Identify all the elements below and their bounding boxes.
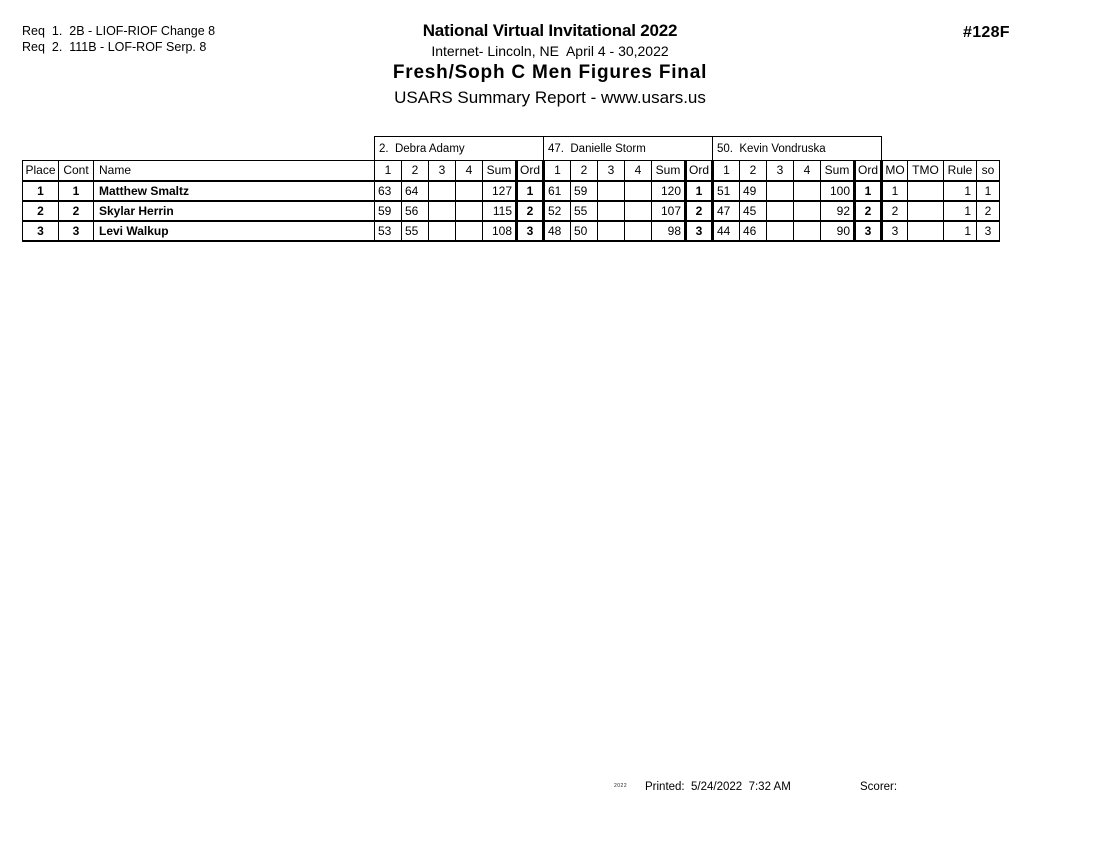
judge-2-figure-3-cell	[598, 221, 625, 241]
judge-3-figure-1-cell: 44	[713, 221, 740, 241]
column-header-row	[23, 161, 1000, 181]
judge-2-figure-2-cell: 55	[571, 201, 598, 221]
rule-cell: 1	[944, 201, 977, 221]
judge-2-figure-3-cell	[598, 201, 625, 221]
skater-name-cell: Levi Walkup	[94, 221, 375, 241]
judge-3-sum-cell: 92	[821, 201, 855, 221]
results-body	[23, 181, 1000, 241]
judge-1-sum-cell: 127	[483, 181, 517, 201]
judge-3-figure-2-cell: 45	[740, 201, 767, 221]
col-header-j1-f2: 2	[402, 161, 429, 181]
table-row	[23, 201, 1000, 221]
printed-value: 5/24/2022 7:32 AM	[684, 781, 791, 793]
judge-3-figure-4-cell	[794, 181, 821, 201]
tmo-cell	[908, 221, 944, 241]
judge-2-figure-2-cell: 50	[571, 221, 598, 241]
col-header-j1-f3: 3	[429, 161, 456, 181]
rule-cell: 1	[944, 181, 977, 201]
judge-1-figure-4-cell	[456, 181, 483, 201]
judge-2-figure-2-cell: 59	[571, 181, 598, 201]
judge-3-sum-cell: 90	[821, 221, 855, 241]
skater-name-cell: Skylar Herrin	[94, 201, 375, 221]
col-header-j1-sum: Sum	[483, 161, 517, 181]
judge-3-figure-3-cell	[767, 221, 794, 241]
results-table	[22, 136, 1000, 242]
judge-3-figure-3-cell	[767, 181, 794, 201]
report-header	[0, 20, 1100, 109]
col-header-j3-sum: Sum	[821, 161, 855, 181]
col-header-j2-f3: 3	[598, 161, 625, 181]
judge-3-name: 50. Kevin Vondruska	[713, 137, 882, 161]
judge-3-figure-2-cell: 49	[740, 181, 767, 201]
place-cell: 2	[23, 201, 59, 221]
judge-3-figure-2-cell: 46	[740, 221, 767, 241]
printed-label: Printed:	[645, 781, 685, 793]
cont-cell: 1	[59, 181, 94, 201]
judge-2-figure-1-cell: 48	[544, 221, 571, 241]
judge-2-name: 47. Danielle Storm	[544, 137, 713, 161]
judge-3-figure-4-cell	[794, 221, 821, 241]
judge-1-figure-3-cell	[429, 181, 456, 201]
cont-cell: 3	[59, 221, 94, 241]
col-header-j2-f1: 1	[544, 161, 571, 181]
judges-row-spacer-left	[23, 137, 375, 161]
col-header-mo: MO	[882, 161, 908, 181]
judge-2-figure-3-cell	[598, 181, 625, 201]
judge-3-figure-1-cell: 47	[713, 201, 740, 221]
judge-3-sum-cell: 100	[821, 181, 855, 201]
so-cell: 1	[977, 181, 1000, 201]
col-header-rule: Rule	[944, 161, 977, 181]
footer-version-text: 2022	[614, 783, 628, 789]
mo-cell: 1	[882, 181, 908, 201]
col-header-j2-ord: Ord	[686, 161, 713, 181]
judges-row	[23, 137, 1000, 161]
col-header-j1-f4: 4	[456, 161, 483, 181]
division-event-title: Fresh/Soph C Men Figures Final	[392, 62, 708, 83]
col-header-j3-f3: 3	[767, 161, 794, 181]
judge-2-figure-1-cell: 61	[544, 181, 571, 201]
judge-1-figure-2-cell: 56	[402, 201, 429, 221]
table-row	[23, 181, 1000, 201]
judge-2-sum-cell: 120	[652, 181, 686, 201]
judge-1-figure-3-cell	[429, 221, 456, 241]
report-type-line: USARS Summary Report - www.usars.us	[394, 88, 706, 107]
judge-1-ord-cell: 1	[517, 181, 544, 201]
judge-1-sum-cell: 108	[483, 221, 517, 241]
judge-2-ord-cell: 2	[686, 201, 713, 221]
col-header-j1-f1: 1	[375, 161, 402, 181]
judge-2-figure-4-cell	[625, 201, 652, 221]
col-header-j2-f2: 2	[571, 161, 598, 181]
judges-row-spacer-right	[882, 137, 1000, 161]
tmo-cell	[908, 181, 944, 201]
col-header-name: Name	[94, 161, 375, 181]
judge-1-figure-2-cell: 64	[402, 181, 429, 201]
judge-1-figure-4-cell	[456, 201, 483, 221]
judge-3-figure-1-cell: 51	[713, 181, 740, 201]
col-header-j1-ord: Ord	[517, 161, 544, 181]
col-header-j3-f2: 2	[740, 161, 767, 181]
cont-cell: 2	[59, 201, 94, 221]
printed-timestamp	[645, 781, 791, 793]
judge-1-sum-cell: 115	[483, 201, 517, 221]
col-header-place: Place	[23, 161, 59, 181]
judge-1-figure-4-cell	[456, 221, 483, 241]
col-header-j3-f1: 1	[713, 161, 740, 181]
table-row	[23, 221, 1000, 241]
col-header-j2-f4: 4	[625, 161, 652, 181]
col-header-j3-f4: 4	[794, 161, 821, 181]
judge-1-figure-2-cell: 55	[402, 221, 429, 241]
skater-name-cell: Matthew Smaltz	[94, 181, 375, 201]
judge-1-figure-1-cell: 53	[375, 221, 402, 241]
judge-2-ord-cell: 1	[686, 181, 713, 201]
col-header-cont: Cont	[59, 161, 94, 181]
judge-1-figure-1-cell: 59	[375, 201, 402, 221]
place-cell: 1	[23, 181, 59, 201]
judge-2-figure-4-cell	[625, 221, 652, 241]
so-cell: 2	[977, 201, 1000, 221]
judge-2-figure-1-cell: 52	[544, 201, 571, 221]
mo-cell: 2	[882, 201, 908, 221]
scorer-label: Scorer:	[860, 781, 898, 793]
judge-1-ord-cell: 2	[517, 201, 544, 221]
so-cell: 3	[977, 221, 1000, 241]
judge-2-sum-cell: 98	[652, 221, 686, 241]
col-header-j2-sum: Sum	[652, 161, 686, 181]
judge-1-figure-3-cell	[429, 201, 456, 221]
event-number: #128F	[963, 24, 1010, 41]
judge-3-ord-cell: 2	[855, 201, 882, 221]
judge-1-figure-1-cell: 63	[375, 181, 402, 201]
requirement-line-2: Req 2. 111B - LOF-ROF Serp. 8	[22, 40, 207, 54]
place-cell: 3	[23, 221, 59, 241]
rule-cell: 1	[944, 221, 977, 241]
competition-location-dates: Internet- Lincoln, NE April 4 - 30,2022	[431, 43, 669, 59]
judge-1-name: 2. Debra Adamy	[375, 137, 544, 161]
judge-2-figure-4-cell	[625, 181, 652, 201]
competition-title: National Virtual Invitational 2022	[422, 21, 678, 40]
mo-cell: 3	[882, 221, 908, 241]
requirement-line-1: Req 1. 2B - LIOF-RIOF Change 8	[22, 24, 216, 38]
col-header-so: so	[977, 161, 1000, 181]
judge-3-ord-cell: 3	[855, 221, 882, 241]
tmo-cell	[908, 201, 944, 221]
judge-3-figure-4-cell	[794, 201, 821, 221]
col-header-tmo: TMO	[908, 161, 944, 181]
judge-1-ord-cell: 3	[517, 221, 544, 241]
judge-2-ord-cell: 3	[686, 221, 713, 241]
judge-2-sum-cell: 107	[652, 201, 686, 221]
col-header-j3-ord: Ord	[855, 161, 882, 181]
judge-3-ord-cell: 1	[855, 181, 882, 201]
judge-3-figure-3-cell	[767, 201, 794, 221]
